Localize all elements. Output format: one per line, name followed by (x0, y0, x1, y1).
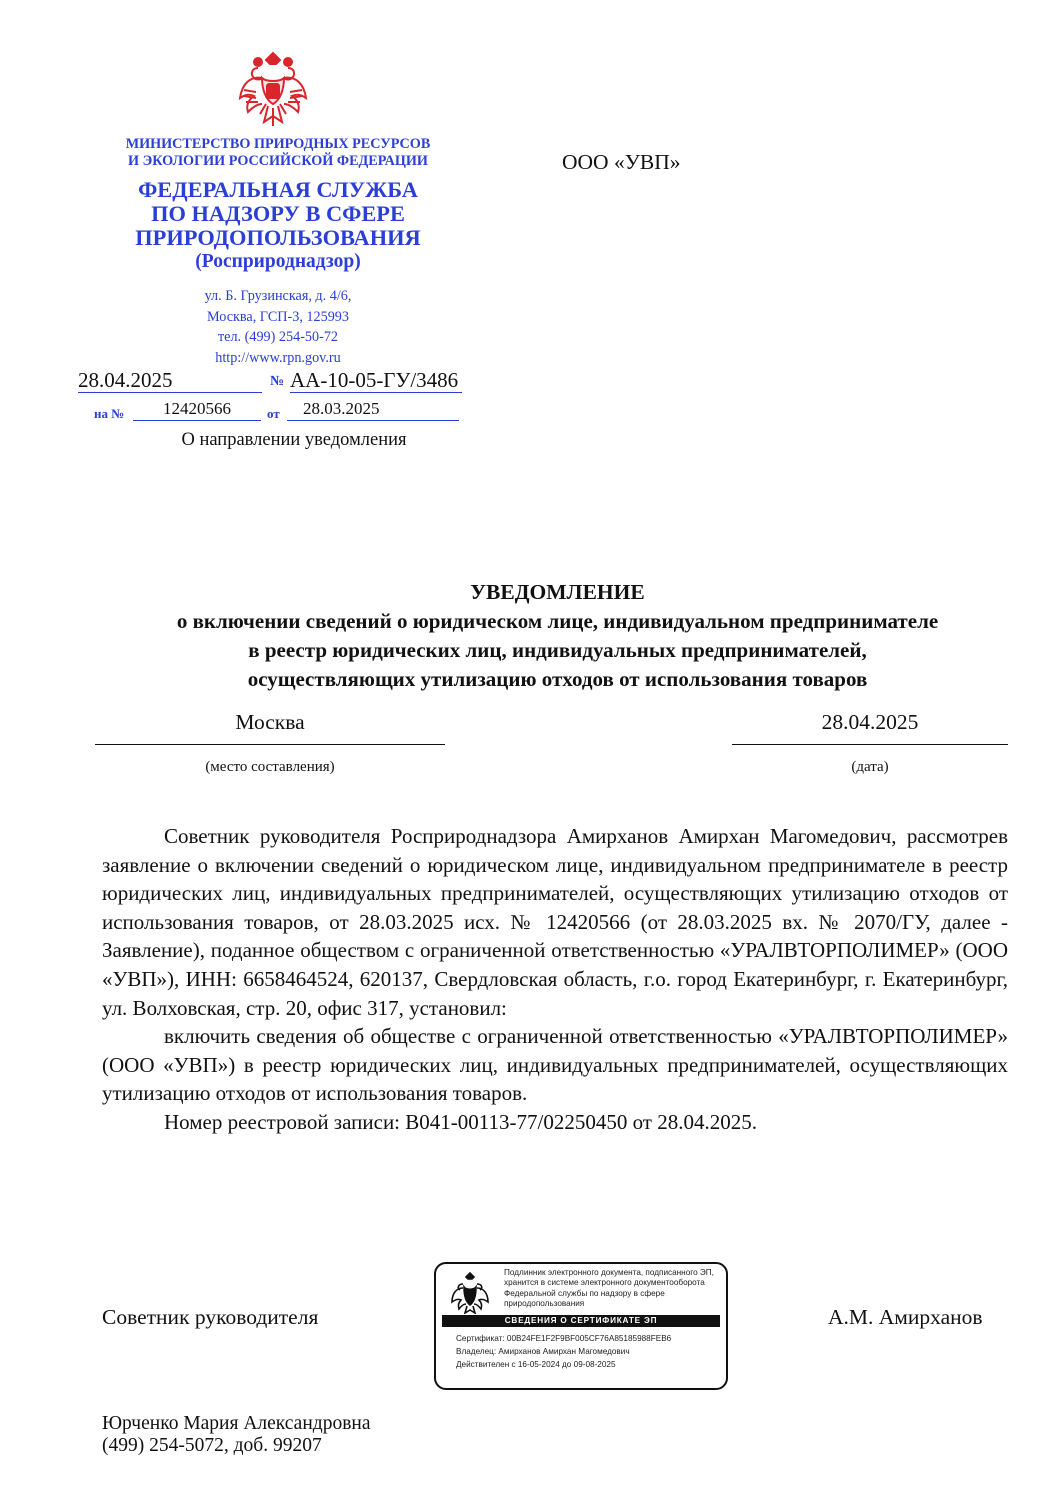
date-underline (732, 744, 1008, 745)
service-name (60, 178, 496, 250)
stamp-header (504, 1268, 722, 1309)
service-line: ПРИРОДОПОЛЬЗОВАНИЯ (135, 225, 421, 250)
stamp-header-line: природопользования (504, 1298, 585, 1308)
ministry-name (60, 136, 496, 170)
signatory-position: Советник руководителя (102, 1305, 319, 1329)
stamp-certificate: Сертификат: 00B24FE1F2F9BF005CF76A85185988FEB6 (456, 1334, 672, 1343)
body-paragraph: Номер реестровой записи: В041-00113-77/02250450 от 28.04.2025. (164, 1109, 757, 1134)
notice-heading: УВЕДОМЛЕНИЕ (470, 580, 645, 604)
notice-title-line: осуществляющих утилизацию отходов от использования товаров (247, 667, 868, 691)
stamp-header-line: хранится в системе электронного документооборота (504, 1278, 705, 1288)
outgoing-date: 28.04.2025 (78, 368, 262, 393)
reference-date-label: от (267, 406, 280, 421)
stamp-validity: Действителен с 16-05-2024 до 09-08-2025 (456, 1360, 616, 1369)
executor-name: Юрченко Мария Александровна (102, 1413, 371, 1434)
recipient: ООО «УВП» (562, 150, 681, 174)
ministry-line: И ЭКОЛОГИИ РОССИЙСКОЙ ФЕДЕРАЦИИ (128, 153, 428, 169)
stamp-certificate-bar: СВЕДЕНИЯ О СЕРТИФИКАТЕ ЭП (442, 1315, 720, 1327)
notice-body (102, 822, 1008, 1137)
executor-info (102, 1413, 371, 1457)
stamp-header-line: Федеральной службы по надзору в сфере (504, 1288, 665, 1298)
executor-phone: (499) 254-5072, доб. 99207 (102, 1435, 322, 1456)
outgoing-number-label: № (270, 374, 285, 389)
date-value: 28.04.2025 (821, 710, 919, 734)
body-paragraph: включить сведения об обществе с ограниченной ответственностью «УРАЛВТОРПОЛИМЕР» (ООО «УВП») в реестр юридических лиц, индивидуальных предпринимателей, осуществляющих утилизацию отходов от использования товаров. (102, 1024, 1008, 1106)
service-address (60, 286, 496, 368)
address-line: тел. (499) 254-50-72 (217, 329, 339, 345)
service-abbreviation: (Росприроднадзор) (195, 251, 361, 272)
outgoing-number: АА-10-05-ГУ/3486 (290, 368, 462, 393)
notice-title-line: в реестр юридических лиц, индивидуальных предпринимателей, (248, 638, 867, 662)
place-underline (95, 744, 445, 745)
electronic-signature-stamp (434, 1262, 728, 1390)
letter-subject: О направлении уведомления (181, 430, 407, 450)
reference-number: 12420566 (133, 398, 261, 421)
place-caption: (место составления) (205, 759, 335, 775)
reference-date: 28.03.2025 (287, 398, 459, 421)
address-line: Москва, ГСП-3, 125993 (207, 308, 349, 325)
place-value: Москва (235, 710, 305, 734)
body-paragraph: Советник руководителя Росприроднадзора Амирханов Амирхан Магомедович, рассмотрев заявление о включении сведений о юридическом лице, индивидуальном предпринимателе в реестр юридических лиц, индивидуальных предпринимателей, осуществляющих утилизацию отходов от использования товаров, от 28.03.2025 исх. № 12420566 (от 28.03.2025 вх. № 2070/ГУ, далее - Заявление), поданное обществом с ограниченной ответственностью «УРАЛВТОРПОЛИМЕР» (ООО «УВП»), ИНН: 6658464524, 620137, Свердловская область, г.о. город Екатеринбург, г. Екатеринбург, ул. Волховская, стр. 20, офис 317, установил: (102, 824, 1008, 1020)
notice-title-line: о включении сведений о юридическом лице, индивидуальном предпринимателе (176, 609, 939, 633)
rpn-emblem-icon (450, 1272, 490, 1314)
address-line: http://www.rpn.gov.ru (215, 349, 341, 366)
stamp-header-line: Подлинник электронного документа, подписанного ЭП, (504, 1268, 714, 1277)
stamp-owner: Владелец: Амирханов Амирхан Магомедович (456, 1347, 630, 1356)
ministry-line: МИНИСТЕРСТВО ПРИРОДНЫХ РЕСУРСОВ (125, 136, 431, 152)
date-caption: (дата) (851, 759, 889, 775)
service-line: ПО НАДЗОРУ В СФЕРЕ (151, 201, 405, 226)
coat-of-arms-icon (236, 50, 310, 130)
service-line: ФЕДЕРАЛЬНАЯ СЛУЖБА (138, 177, 418, 202)
notice-title (60, 578, 1055, 694)
reference-number-label: на № (94, 406, 125, 421)
address-line: ул. Б. Грузинская, д. 4/6, (204, 288, 352, 304)
signatory-name: А.М. Амирханов (828, 1305, 983, 1329)
